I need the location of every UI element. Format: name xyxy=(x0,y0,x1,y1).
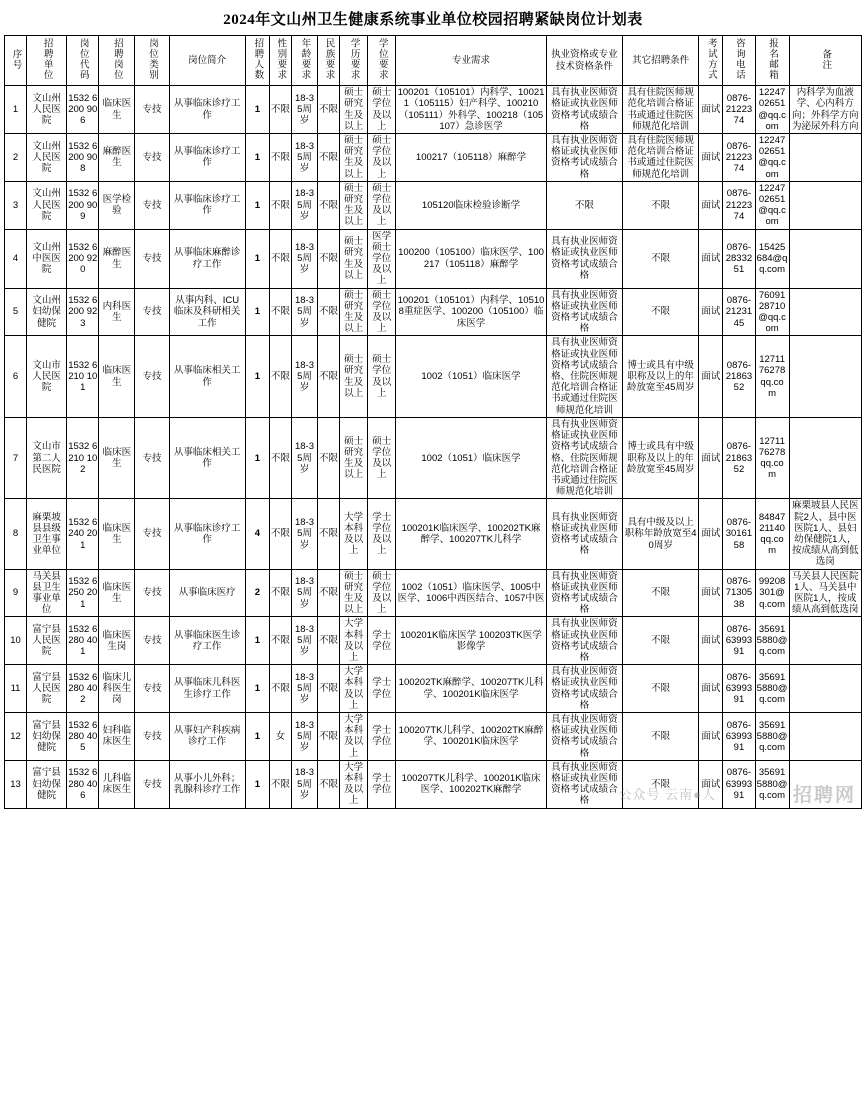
cell-category: 专技 xyxy=(135,417,169,498)
col-header-post: 招聘岗位 xyxy=(99,36,135,86)
cell-remark: 马关县人民医院1人、马关县中医院1人，按成绩从高到低选岗 xyxy=(789,569,861,617)
cell-post: 临床医生 xyxy=(99,569,135,617)
cell-brief: 从事临床诊疗工作 xyxy=(169,134,245,182)
cell-other: 不限 xyxy=(623,181,699,229)
table-row xyxy=(5,569,862,617)
cell-count: 1 xyxy=(245,86,269,134)
cell-post: 临床儿科医生岗 xyxy=(99,665,135,713)
cell-post: 儿科临床医生 xyxy=(99,760,135,808)
cell-gender: 不限 xyxy=(269,760,291,808)
cell-no: 12 xyxy=(5,712,27,760)
cell-degree: 硕士学位及以上 xyxy=(368,288,396,336)
cell-ethnic: 不限 xyxy=(318,229,340,288)
cell-education: 硕士研究生及以上 xyxy=(340,569,368,617)
cell-age: 18-35周岁 xyxy=(291,288,317,336)
cell-phone: 0876-6399391 xyxy=(723,617,755,665)
cell-major: 1002（1051）临床医学、1005中医学、1006中西医结合、1057中医 xyxy=(396,569,547,617)
cell-no: 10 xyxy=(5,617,27,665)
cell-education: 硕士研究生及以上 xyxy=(340,288,368,336)
watermark-main: 招聘网 xyxy=(792,784,856,806)
cell-exam: 面试 xyxy=(699,760,723,808)
cell-no: 9 xyxy=(5,569,27,617)
cell-major: 100207TK儿科学、100202TK麻醉学、100201K临床医学 xyxy=(396,712,547,760)
cell-age: 18-35周岁 xyxy=(291,86,317,134)
table-row xyxy=(5,712,862,760)
cell-degree: 学士学位及以上 xyxy=(368,499,396,569)
cell-ethnic: 不限 xyxy=(318,336,340,417)
cell-email: 35691 5880@q.com xyxy=(755,617,789,665)
cell-gender: 不限 xyxy=(269,86,291,134)
cell-no: 6 xyxy=(5,336,27,417)
cell-unit: 富宁县人民医院 xyxy=(27,617,67,665)
cell-gender: 不限 xyxy=(269,134,291,182)
col-header-education: 学历要求 xyxy=(340,36,368,86)
col-header-qualification: 执业资格或专业技术资格条件 xyxy=(546,36,622,86)
cell-other: 具有中级及以上职称年龄放宽至40周岁 xyxy=(623,499,699,569)
cell-code: 1532 6280 406 xyxy=(67,760,99,808)
table-row xyxy=(5,134,862,182)
cell-phone: 0876-2186352 xyxy=(723,417,755,498)
cell-gender: 不限 xyxy=(269,569,291,617)
cell-degree: 学士学位 xyxy=(368,617,396,665)
cell-qualification: 具有执业医师资格证或执业医师资格考试成绩合格 xyxy=(546,712,622,760)
cell-qualification: 不限 xyxy=(546,181,622,229)
table-row xyxy=(5,760,862,808)
table-row xyxy=(5,499,862,569)
cell-post: 麻醉医生 xyxy=(99,229,135,288)
cell-exam: 面试 xyxy=(699,229,723,288)
cell-category: 专技 xyxy=(135,712,169,760)
cell-major: 100200（105100）临床医学、100217（105118）麻醉学 xyxy=(396,229,547,288)
header-row xyxy=(5,36,862,86)
cell-gender: 不限 xyxy=(269,499,291,569)
cell-remark xyxy=(789,417,861,498)
cell-qualification: 具有执业医师资格证或执业医师资格考试成绩合格 xyxy=(546,288,622,336)
cell-phone: 0876-2122374 xyxy=(723,134,755,182)
cell-major: 1002（1051）临床医学 xyxy=(396,417,547,498)
cell-post: 麻醉医生 xyxy=(99,134,135,182)
cell-phone: 0876-6399391 xyxy=(723,760,755,808)
cell-unit: 麻栗坡县县级卫生事业单位 xyxy=(27,499,67,569)
cell-unit: 文山州人民医院 xyxy=(27,86,67,134)
cell-degree: 医学硕士学位及以上 xyxy=(368,229,396,288)
cell-email: 12247 02651 @qq.com xyxy=(755,86,789,134)
table-row xyxy=(5,181,862,229)
cell-email: 12711 76278 qq.com xyxy=(755,417,789,498)
col-header-unit: 招聘单位 xyxy=(27,36,67,86)
cell-brief: 从事临床麻醉诊疗工作 xyxy=(169,229,245,288)
table-header xyxy=(5,36,862,86)
cell-brief: 从事小儿外科；乳腺科诊疗工作 xyxy=(169,760,245,808)
cell-email: 12711 76278 qq.com xyxy=(755,336,789,417)
cell-category: 专技 xyxy=(135,569,169,617)
cell-degree: 硕士学位及以上 xyxy=(368,181,396,229)
cell-gender: 不限 xyxy=(269,417,291,498)
cell-age: 18-35周岁 xyxy=(291,417,317,498)
cell-category: 专技 xyxy=(135,760,169,808)
cell-count: 1 xyxy=(245,712,269,760)
cell-unit: 文山州中医医院 xyxy=(27,229,67,288)
cell-other: 不限 xyxy=(623,617,699,665)
cell-degree: 学士学位 xyxy=(368,665,396,713)
cell-degree: 硕士学位及以上 xyxy=(368,336,396,417)
cell-exam: 面试 xyxy=(699,134,723,182)
cell-major: 100201（105101）内科学、105108重症医学、100200（105100）临床医学 xyxy=(396,288,547,336)
cell-exam: 面试 xyxy=(699,417,723,498)
cell-education: 大学本科及以上 xyxy=(340,712,368,760)
cell-unit: 富宁县人民医院 xyxy=(27,665,67,713)
cell-brief: 从事临床相关工作 xyxy=(169,417,245,498)
table-row xyxy=(5,417,862,498)
cell-unit: 富宁县妇幼保健院 xyxy=(27,760,67,808)
col-header-email: 报名邮箱 xyxy=(755,36,789,86)
cell-category: 专技 xyxy=(135,617,169,665)
cell-other: 博士或具有中级职称及以上的年龄放宽至45周岁 xyxy=(623,336,699,417)
cell-no: 11 xyxy=(5,665,27,713)
cell-unit: 马关县县卫生事业单位 xyxy=(27,569,67,617)
cell-remark xyxy=(789,712,861,760)
cell-exam: 面试 xyxy=(699,288,723,336)
cell-degree: 学士学位 xyxy=(368,712,396,760)
cell-code: 1532 6250 201 xyxy=(67,569,99,617)
page-title: 2024年文山州卫生健康系统事业单位校园招聘紧缺岗位计划表 xyxy=(223,12,643,28)
cell-post: 临床医生 xyxy=(99,86,135,134)
cell-other: 不限 xyxy=(623,288,699,336)
cell-ethnic: 不限 xyxy=(318,86,340,134)
cell-count: 2 xyxy=(245,569,269,617)
cell-age: 18-35周岁 xyxy=(291,229,317,288)
cell-brief: 从事内科、ICU临床及科研相关工作 xyxy=(169,288,245,336)
table-row xyxy=(5,229,862,288)
cell-age: 18-35周岁 xyxy=(291,336,317,417)
cell-exam: 面试 xyxy=(699,665,723,713)
cell-code: 1532 6200 909 xyxy=(67,181,99,229)
cell-code: 1532 6240 201 xyxy=(67,499,99,569)
cell-major: 100201K临床医学、100202TK麻醉学、100207TK儿科学 xyxy=(396,499,547,569)
cell-count: 4 xyxy=(245,499,269,569)
cell-email: 99208 301@q.com xyxy=(755,569,789,617)
cell-ethnic: 不限 xyxy=(318,499,340,569)
cell-gender: 不限 xyxy=(269,288,291,336)
cell-education: 硕士研究生及以上 xyxy=(340,229,368,288)
cell-count: 1 xyxy=(245,336,269,417)
cell-qualification: 具有执业医师资格证或执业医师资格考试成绩合格 xyxy=(546,229,622,288)
cell-qualification: 具有执业医师资格证或执业医师资格考试成绩合格 xyxy=(546,569,622,617)
cell-remark xyxy=(789,760,861,808)
cell-other: 具有住院医师规范化培训合格证书或通过住院医师规范化培训 xyxy=(623,86,699,134)
cell-phone: 0876-6399391 xyxy=(723,665,755,713)
col-header-remark: 备注 xyxy=(789,36,861,86)
cell-major: 100207TK儿科学、100201K临床医学、100202TK麻醉学 xyxy=(396,760,547,808)
cell-exam: 面试 xyxy=(699,569,723,617)
col-header-gender: 性别要求 xyxy=(269,36,291,86)
cell-unit: 文山州人民医院 xyxy=(27,134,67,182)
cell-post: 临床医生 xyxy=(99,499,135,569)
table-row xyxy=(5,665,862,713)
cell-education: 硕士研究生及以上 xyxy=(340,86,368,134)
cell-no: 13 xyxy=(5,760,27,808)
watermark-secondary: 公众号 云南●人 xyxy=(618,786,716,802)
cell-code: 1532 6280 405 xyxy=(67,712,99,760)
cell-exam: 面试 xyxy=(699,712,723,760)
cell-email: 84847 21140 qq.com xyxy=(755,499,789,569)
cell-phone: 0876-3016158 xyxy=(723,499,755,569)
cell-count: 1 xyxy=(245,288,269,336)
cell-phone: 0876-2833251 xyxy=(723,229,755,288)
cell-remark xyxy=(789,229,861,288)
cell-age: 18-35周岁 xyxy=(291,499,317,569)
cell-count: 1 xyxy=(245,181,269,229)
cell-major: 105120临床检验诊断学 xyxy=(396,181,547,229)
table-row xyxy=(5,617,862,665)
cell-code: 1532 6280 401 xyxy=(67,617,99,665)
cell-unit: 文山市第二人民医院 xyxy=(27,417,67,498)
cell-qualification: 具有执业医师资格证或执业医师资格考试成绩合格 xyxy=(546,86,622,134)
cell-phone: 0876-7130538 xyxy=(723,569,755,617)
cell-category: 专技 xyxy=(135,181,169,229)
cell-age: 18-35周岁 xyxy=(291,181,317,229)
cell-brief: 从事临床医生诊疗工作 xyxy=(169,617,245,665)
cell-gender: 不限 xyxy=(269,336,291,417)
cell-age: 18-35周岁 xyxy=(291,569,317,617)
cell-code: 1532 6200 906 xyxy=(67,86,99,134)
cell-no: 3 xyxy=(5,181,27,229)
table-body xyxy=(5,86,862,808)
cell-other: 不限 xyxy=(623,760,699,808)
cell-remark xyxy=(789,134,861,182)
cell-education: 大学本科及以上 xyxy=(340,617,368,665)
cell-phone: 0876-2122374 xyxy=(723,86,755,134)
col-header-phone: 咨询电话 xyxy=(723,36,755,86)
cell-qualification: 具有执业医师资格证或执业医师资格考试成绩合格 xyxy=(546,760,622,808)
cell-unit: 文山州人民医院 xyxy=(27,181,67,229)
cell-brief: 从事临床相关工作 xyxy=(169,336,245,417)
cell-email: 35691 5880@q.com xyxy=(755,760,789,808)
cell-count: 1 xyxy=(245,665,269,713)
cell-category: 专技 xyxy=(135,499,169,569)
cell-major: 100201K临床医学 100203TK医学影像学 xyxy=(396,617,547,665)
cell-education: 大学本科及以上 xyxy=(340,499,368,569)
cell-post: 妇科临床医生 xyxy=(99,712,135,760)
cell-post: 临床医生 xyxy=(99,336,135,417)
col-header-ethnic: 民族要求 xyxy=(318,36,340,86)
col-header-no: 序号 xyxy=(5,36,27,86)
cell-other: 博士或具有中级职称及以上的年龄放宽至45周岁 xyxy=(623,417,699,498)
cell-exam: 面试 xyxy=(699,181,723,229)
cell-unit: 文山州妇幼保健院 xyxy=(27,288,67,336)
col-header-degree: 学位要求 xyxy=(368,36,396,86)
cell-email: 12247 02651 @qq.com xyxy=(755,181,789,229)
cell-email: 76091 28710@qq.com xyxy=(755,288,789,336)
cell-education: 硕士研究生及以上 xyxy=(340,134,368,182)
cell-no: 5 xyxy=(5,288,27,336)
cell-post: 内科医生 xyxy=(99,288,135,336)
cell-brief: 从事临床儿科医生诊疗工作 xyxy=(169,665,245,713)
cell-ethnic: 不限 xyxy=(318,288,340,336)
cell-degree: 硕士学位及以上 xyxy=(368,134,396,182)
cell-ethnic: 不限 xyxy=(318,417,340,498)
cell-brief: 从事临床诊疗工作 xyxy=(169,499,245,569)
cell-no: 7 xyxy=(5,417,27,498)
table-row xyxy=(5,288,862,336)
cell-gender: 不限 xyxy=(269,181,291,229)
cell-gender: 不限 xyxy=(269,617,291,665)
cell-remark xyxy=(789,336,861,417)
cell-remark xyxy=(789,665,861,713)
cell-count: 1 xyxy=(245,134,269,182)
cell-major: 100202TK麻醉学、100207TK儿科学、100201K临床医学 xyxy=(396,665,547,713)
cell-code: 1532 6200 908 xyxy=(67,134,99,182)
cell-other: 不限 xyxy=(623,665,699,713)
cell-no: 8 xyxy=(5,499,27,569)
cell-no: 2 xyxy=(5,134,27,182)
cell-degree: 硕士学位及以上 xyxy=(368,417,396,498)
cell-email: 12247 02651 @qq.com xyxy=(755,134,789,182)
cell-post: 临床医生 xyxy=(99,417,135,498)
cell-no: 1 xyxy=(5,86,27,134)
cell-remark: 内科学为血液学、心内科方向；外科学方向为泌尿外科方向 xyxy=(789,86,861,134)
cell-code: 1532 6200 920 xyxy=(67,229,99,288)
cell-major: 100217（105118）麻醉学 xyxy=(396,134,547,182)
cell-qualification: 具有执业医师资格证或执业医师资格考试成绩合格、住院医师规范化培训合格证书或通过住院医师规范化培训 xyxy=(546,417,622,498)
cell-degree: 硕士学位及以上 xyxy=(368,569,396,617)
cell-qualification: 具有执业医师资格证或执业医师资格考试成绩合格、住院医师规范化培训合格证书或通过住院医师规范化培训 xyxy=(546,336,622,417)
cell-exam: 面试 xyxy=(699,617,723,665)
cell-age: 18-35周岁 xyxy=(291,134,317,182)
cell-count: 1 xyxy=(245,760,269,808)
col-header-other: 其它招聘条件 xyxy=(623,36,699,86)
cell-category: 专技 xyxy=(135,86,169,134)
cell-no: 4 xyxy=(5,229,27,288)
cell-remark: 麻栗坡县人民医院2人、县中医医院1人、县妇幼保健院1人，按成绩从高到低选岗 xyxy=(789,499,861,569)
cell-other: 不限 xyxy=(623,569,699,617)
cell-ethnic: 不限 xyxy=(318,134,340,182)
cell-ethnic: 不限 xyxy=(318,665,340,713)
cell-gender: 不限 xyxy=(269,665,291,713)
cell-unit: 文山市人民医院 xyxy=(27,336,67,417)
cell-remark xyxy=(789,288,861,336)
cell-phone: 0876-2123145 xyxy=(723,288,755,336)
cell-count: 1 xyxy=(245,229,269,288)
cell-major: 100201（105101）内科学、100211（105115）妇产科学、100210（105111）外科学、100218（105107）急诊医学 xyxy=(397,87,545,132)
col-header-exam: 考试方式 xyxy=(699,36,723,86)
cell-post: 医学检验 xyxy=(99,181,135,229)
cell-brief: 从事临床诊疗工作 xyxy=(169,181,245,229)
cell-education: 硕士研究生及以上 xyxy=(340,181,368,229)
cell-count: 1 xyxy=(245,617,269,665)
cell-other: 具有住院医师规范化培训合格证书或通过住院医师规范化培训 xyxy=(623,134,699,182)
cell-degree: 硕士学位及以上 xyxy=(368,86,396,134)
cell-other: 不限 xyxy=(623,229,699,288)
cell-post: 临床医生岗 xyxy=(99,617,135,665)
cell-education: 硕士研究生及以上 xyxy=(340,417,368,498)
cell-ethnic: 不限 xyxy=(318,181,340,229)
cell-remark xyxy=(789,181,861,229)
cell-remark xyxy=(789,617,861,665)
cell-email: 35691 5880@q.com xyxy=(755,712,789,760)
cell-category: 专技 xyxy=(135,229,169,288)
cell-ethnic: 不限 xyxy=(318,617,340,665)
cell-code: 1532 6210 101 xyxy=(67,336,99,417)
cell-exam: 面试 xyxy=(699,499,723,569)
cell-email: 15425 684@qq.com xyxy=(755,229,789,288)
cell-brief: 从事临床医疗 xyxy=(169,569,245,617)
cell-degree: 学士学位 xyxy=(368,760,396,808)
cell-major: 1002（1051）临床医学 xyxy=(396,336,547,417)
cell-phone: 0876-2122374 xyxy=(723,181,755,229)
cell-qualification: 具有执业医师资格证或执业医师资格考试成绩合格 xyxy=(546,665,622,713)
cell-category: 专技 xyxy=(135,134,169,182)
cell-age: 18-35周岁 xyxy=(291,760,317,808)
cell-phone: 0876-2186352 xyxy=(723,336,755,417)
cell-gender: 不限 xyxy=(269,229,291,288)
col-header-code: 岗位代码 xyxy=(67,36,99,86)
cell-gender: 女 xyxy=(269,712,291,760)
cell-brief: 从事临床诊疗工作 xyxy=(169,86,245,134)
cell-count: 1 xyxy=(245,417,269,498)
cell-exam: 面试 xyxy=(699,86,723,134)
cell-unit: 富宁县妇幼保健院 xyxy=(27,712,67,760)
cell-ethnic: 不限 xyxy=(318,712,340,760)
cell-category: 专技 xyxy=(135,336,169,417)
cell-age: 18-35周岁 xyxy=(291,665,317,713)
cell-qualification: 具有执业医师资格证或执业医师资格考试成绩合格 xyxy=(546,134,622,182)
cell-age: 18-35周岁 xyxy=(291,712,317,760)
cell-category: 专技 xyxy=(135,665,169,713)
cell-category: 专技 xyxy=(135,288,169,336)
table-row xyxy=(5,86,862,134)
cell-education: 硕士研究生及以上 xyxy=(340,336,368,417)
cell-code: 1532 6280 402 xyxy=(67,665,99,713)
cell-ethnic: 不限 xyxy=(318,569,340,617)
cell-qualification: 具有执业医师资格证或执业医师资格考试成绩合格 xyxy=(546,617,622,665)
cell-exam: 面试 xyxy=(699,336,723,417)
cell-other: 不限 xyxy=(623,712,699,760)
cell-age: 18-35周岁 xyxy=(291,617,317,665)
cell-phone: 0876-6399391 xyxy=(723,712,755,760)
cell-education: 大学本科及以上 xyxy=(340,760,368,808)
col-header-count: 招聘人数 xyxy=(245,36,269,86)
table-row xyxy=(5,336,862,417)
col-header-major: 专业需求 xyxy=(396,36,547,86)
cell-brief: 从事妇产科疾病诊疗工作 xyxy=(169,712,245,760)
cell-ethnic: 不限 xyxy=(318,760,340,808)
cell-email: 35691 5880@q.com xyxy=(755,665,789,713)
cell-code: 1532 6210 102 xyxy=(67,417,99,498)
cell-code: 1532 6200 923 xyxy=(67,288,99,336)
col-header-age: 年龄要求 xyxy=(291,36,317,86)
recruitment-plan-table xyxy=(4,35,862,809)
col-header-brief: 岗位简介 xyxy=(169,36,245,86)
cell-qualification: 具有执业医师资格证或执业医师资格考试成绩合格 xyxy=(546,499,622,569)
col-header-category: 岗位类别 xyxy=(135,36,169,86)
cell-education: 大学本科及以上 xyxy=(340,665,368,713)
